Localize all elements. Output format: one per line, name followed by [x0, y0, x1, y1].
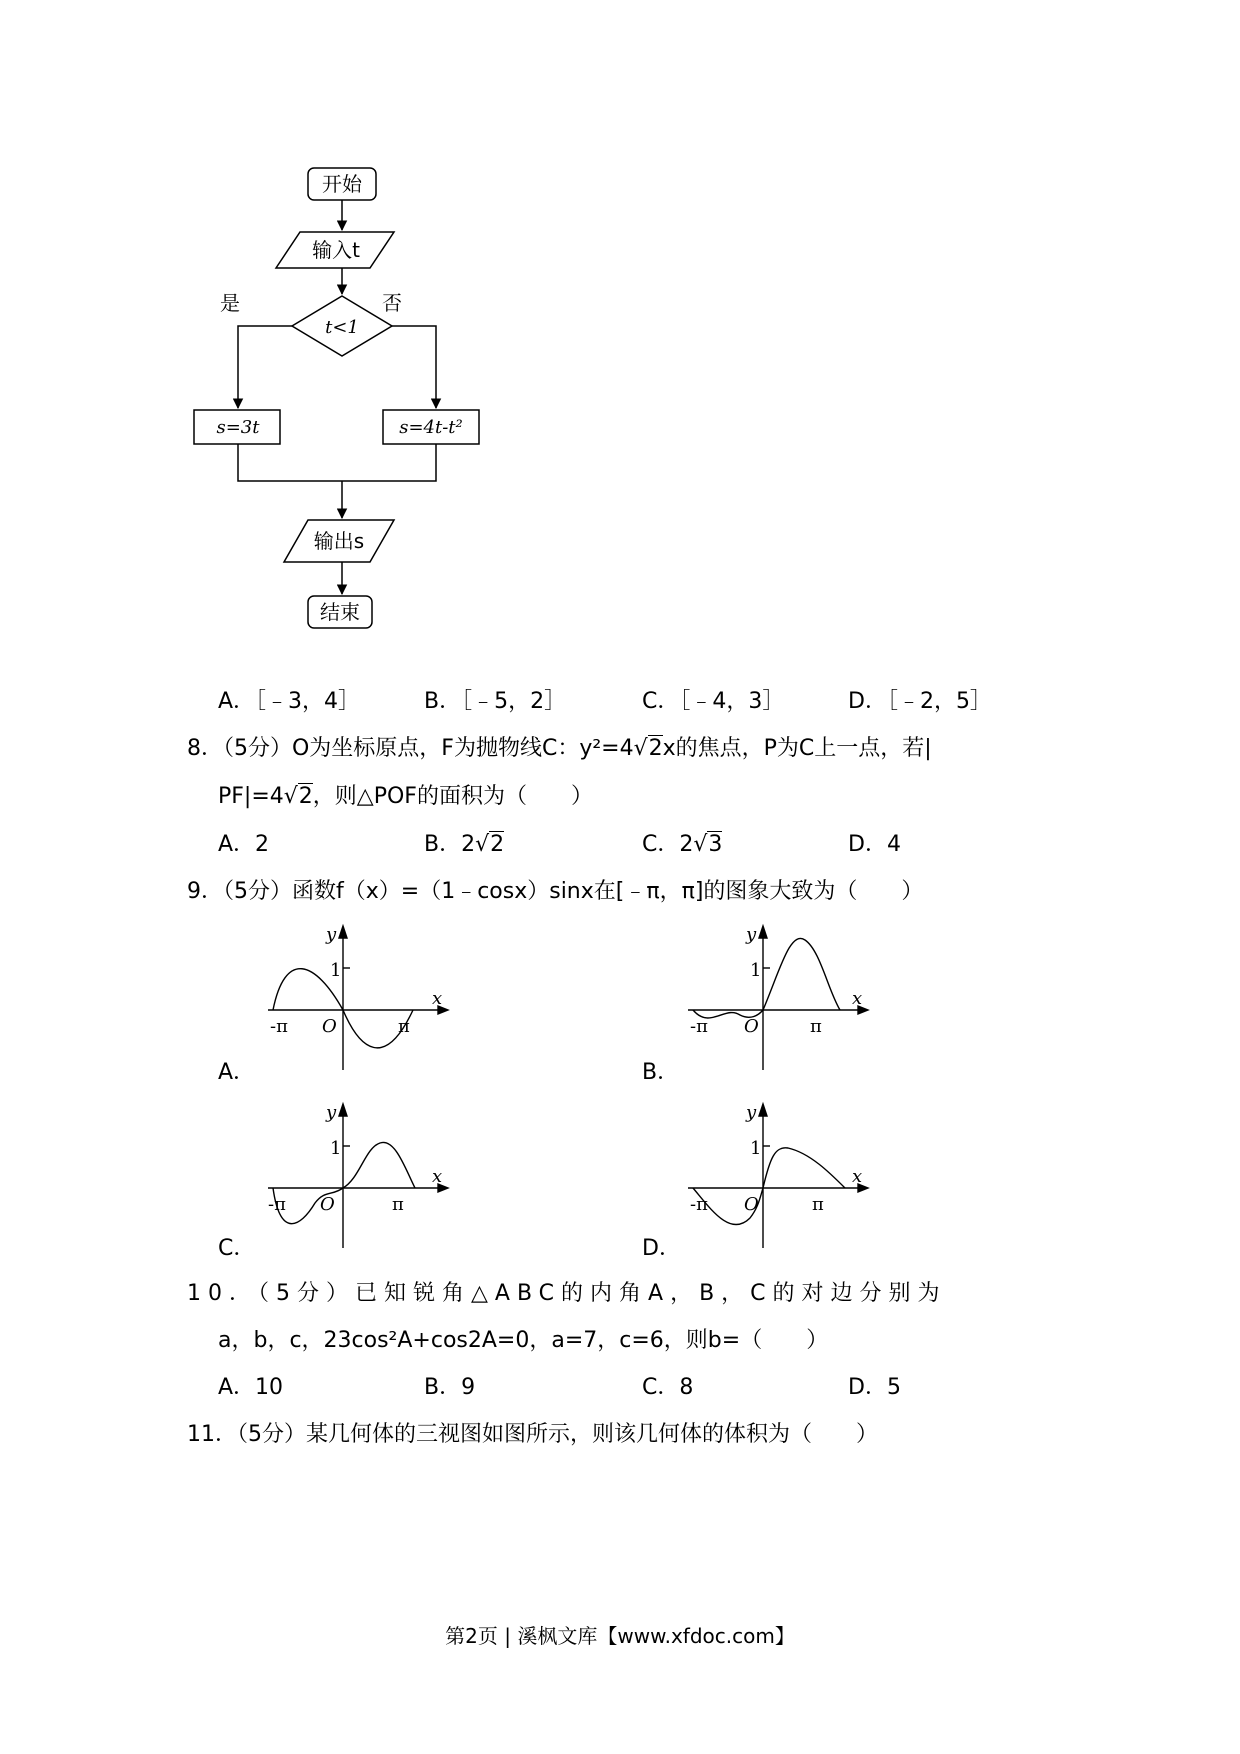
q9-label-b: B． [642, 1060, 680, 1085]
q7-option-d: D．［﹣2，5］ [848, 689, 992, 714]
svg-text:O: O [322, 1016, 337, 1037]
svg-text:π: π [810, 1016, 822, 1037]
svg-text:O: O [744, 1194, 759, 1215]
q7-option-c: C．［﹣4，3］ [642, 689, 785, 714]
q9-graph-b [680, 920, 880, 1080]
flow-start-text: 开始 [322, 172, 362, 196]
q8-option-c: C．2√3 [642, 832, 723, 857]
svg-text:O: O [744, 1016, 759, 1037]
flow-output-text: 输出s [313, 529, 365, 553]
q8-option-b: B．2√2 [424, 832, 505, 857]
svg-text:1: 1 [330, 960, 342, 981]
q10-line2: a，b，c，23cos²A+cos2A=0，a=7，c=6，则b=（ ） [218, 1328, 829, 1353]
q9-graph-a [260, 920, 460, 1080]
svg-text:-π: -π [690, 1016, 708, 1037]
svg-text:x: x [852, 988, 863, 1009]
q7-option-b: B．［﹣5，2］ [424, 689, 567, 714]
svg-text:1: 1 [750, 1138, 762, 1159]
flow-left-text: s=3t [216, 417, 260, 438]
flow-end-text: 结束 [320, 600, 360, 624]
svg-text:1: 1 [750, 960, 762, 981]
q9-graph-d [680, 1098, 880, 1258]
svg-text:1: 1 [330, 1138, 342, 1159]
svg-text:x: x [432, 1166, 443, 1187]
svg-text:-π: -π [270, 1016, 288, 1037]
q8-line1: 8．（5分）O为坐标原点，F为抛物线C：y²=4√2x的焦点，P为C上一点，若| [187, 736, 932, 761]
svg-text:π: π [812, 1194, 824, 1215]
svg-text:y: y [326, 1102, 337, 1123]
svg-text:x: x [852, 1166, 863, 1187]
q8-line2: PF|=4√2，则△POF的面积为（ ） [218, 784, 593, 809]
flow-condition-text: t<1 [325, 317, 359, 338]
svg-text:-π: -π [690, 1194, 708, 1215]
q9-label-d: D． [642, 1236, 681, 1261]
svg-text:-π: -π [268, 1194, 286, 1215]
svg-text:y: y [326, 924, 337, 945]
flowchart [180, 160, 520, 680]
q10-line1: 10．（5分）已知锐角△ABC的内角A，B，C的对边分别为 [187, 1281, 947, 1306]
q8-option-a: A．2 [218, 832, 270, 857]
q10-option-c: C．8 [642, 1375, 694, 1400]
svg-text:π: π [398, 1016, 410, 1037]
flow-no-label: 否 [382, 291, 402, 315]
q9-label-a: A． [218, 1060, 256, 1085]
q9-graph-c [260, 1098, 460, 1258]
svg-text:π: π [392, 1194, 404, 1215]
flow-yes-label: 是 [220, 291, 240, 315]
q9-stem: 9．（5分）函数f（x）=（1﹣cosx）sinx在[﹣π，π]的图象大致为（ ） [187, 879, 924, 904]
q7-option-a: A．［﹣3，4］ [218, 689, 361, 714]
q9-label-c: C． [218, 1236, 256, 1261]
svg-text:O: O [320, 1194, 335, 1215]
q10-option-b: B．9 [424, 1375, 476, 1400]
svg-text:y: y [746, 1102, 757, 1123]
flow-right-text: s=4t-t² [399, 417, 463, 438]
page-footer: 第2页 | 溪枫文库【www.xfdoc.com】 [445, 1624, 795, 1648]
q10-option-d: D．5 [848, 1375, 901, 1400]
q8-option-d: D．4 [848, 832, 901, 857]
svg-text:y: y [746, 924, 757, 945]
q10-option-a: A．10 [218, 1375, 284, 1400]
q11-stem: 11．（5分）某几何体的三视图如图所示，则该几何体的体积为（ ） [187, 1422, 878, 1447]
flow-input-text: 输入t [312, 238, 360, 262]
svg-text:x: x [432, 988, 443, 1009]
